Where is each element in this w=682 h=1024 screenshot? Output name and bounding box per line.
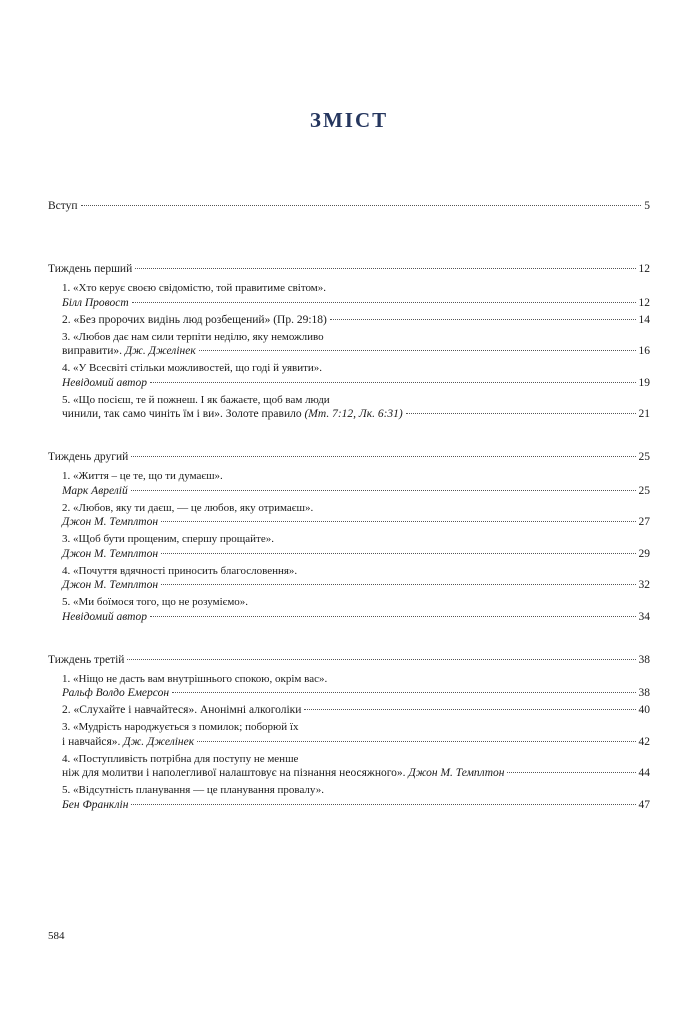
entry-author: Дж. Джелінек	[123, 735, 195, 748]
entry-quote: 1. «Хто керує своєю свідомістю, той правитиме світом».	[62, 282, 326, 294]
toc-entry[interactable]	[62, 330, 650, 360]
entry-quote: 4. «У Всесвіті стільки можливостей, що годі й уявити».	[62, 362, 323, 374]
dot-leader	[507, 772, 635, 773]
dot-leader	[330, 319, 636, 320]
entry-quote-cont: чинили, так само чиніть їм і ви». Золоте правило	[62, 408, 302, 420]
entry-author: Джон М. Темплтон	[62, 579, 159, 591]
toc-entry[interactable]	[62, 469, 650, 499]
toc-entry[interactable]	[62, 564, 650, 594]
toc-week-section	[48, 262, 650, 422]
dot-leader	[131, 490, 636, 491]
entry-author: Невідомий автор	[62, 610, 147, 623]
week-page: 12	[638, 263, 650, 275]
entry-quote: 2. «Любов, яку ти даєш, — це любов, яку отримаєш».	[62, 501, 314, 514]
toc-page	[48, 108, 650, 841]
entry-quote: 4. «Поступливість потрібна для поступу не менше	[62, 752, 299, 765]
dot-leader	[127, 659, 635, 660]
entry-page: 27	[638, 516, 650, 528]
entry-quote-cont: виправити».	[62, 345, 122, 357]
week-page: 38	[638, 653, 650, 666]
dot-leader	[172, 692, 635, 693]
entry-author: Бен Франклін	[62, 798, 129, 811]
entry-author: Невідомий автор	[62, 376, 147, 389]
entry-quote: 5. «Що посієш, те й пожнеш. І як бажаєте, щоб вам люди	[62, 393, 330, 406]
toc-intro-row[interactable]	[48, 199, 650, 214]
entry-page: 32	[638, 579, 650, 591]
entry-author: Білл Провост	[62, 296, 129, 309]
dot-leader	[197, 741, 635, 742]
entry-page: 16	[638, 345, 650, 357]
entry-author: Джон М. Темплтон	[62, 516, 159, 528]
dot-leader	[131, 456, 635, 457]
toc-entry[interactable]	[62, 752, 650, 782]
entry-page: 19	[638, 376, 650, 389]
entry-quote: 1. «Ніщо не дасть вам внутрішнього спокою, окрім вас».	[62, 672, 328, 685]
dot-leader	[161, 553, 635, 554]
dot-leader	[304, 709, 635, 710]
entry-quote: 5. «Ми боїмося того, що не розуміємо».	[62, 596, 249, 608]
entry-author: Ральф Волдо Емерсон	[62, 687, 170, 699]
toc-entry[interactable]	[62, 783, 650, 813]
dot-leader	[161, 521, 635, 522]
entry-quote: 2. «Слухайте і навчайтеся». Анонімні алкоголіки	[62, 704, 302, 716]
entry-page: 29	[638, 547, 650, 560]
dot-leader	[150, 616, 636, 617]
toc-entry[interactable]	[62, 532, 650, 562]
dot-leader	[406, 413, 636, 414]
toc-week-heading[interactable]	[48, 262, 650, 277]
entry-author: Марк Аврелій	[62, 484, 128, 497]
weeks-list	[48, 262, 650, 813]
entry-page: 12	[638, 296, 650, 309]
toc-intro-label: Вступ	[48, 200, 78, 212]
entry-quote-cont: і навчайся».	[62, 735, 121, 748]
page-number: 584	[48, 930, 65, 942]
entry-page: 44	[638, 767, 650, 779]
entry-page: 38	[638, 687, 650, 699]
page-title: ЗМІСТ	[309, 108, 389, 132]
dot-leader	[161, 584, 635, 585]
entry-author: Джон М. Темплтон	[62, 547, 159, 560]
week-page: 25	[638, 451, 650, 463]
entry-quote: 1. «Життя – це те, що ти думаєш».	[62, 470, 223, 482]
entry-page: 21	[638, 408, 650, 420]
toc-entry[interactable]	[62, 672, 650, 702]
week-title: Тиждень перший	[48, 263, 133, 275]
toc-entry[interactable]	[62, 313, 650, 328]
entry-quote: 3. «Мудрість народжується з помилок; поборюй їх	[62, 721, 299, 733]
entry-page: 40	[638, 704, 650, 716]
week-title: Тиждень другий	[48, 451, 129, 463]
entry-quote: 3. «Щоб бути прощеним, спершу прощайте».	[62, 533, 274, 545]
dot-leader	[150, 382, 636, 383]
toc-entry[interactable]	[62, 720, 650, 750]
toc-entry[interactable]	[62, 281, 650, 311]
entry-author: Дж. Джелінек	[124, 345, 196, 357]
entry-quote: 5. «Відсутність планування — це планування провалу».	[62, 784, 324, 796]
dot-leader	[81, 205, 642, 206]
entry-page: 47	[638, 798, 650, 811]
dot-leader	[131, 804, 635, 805]
toc-week-section	[48, 450, 650, 625]
toc-entry[interactable]	[62, 595, 650, 625]
dot-leader	[132, 302, 636, 303]
toc-week-heading[interactable]	[48, 653, 650, 668]
toc-entry[interactable]	[62, 393, 650, 423]
entry-page: 34	[638, 610, 650, 623]
entry-quote: 2. «Без пророчих видінь люд розбещений» (Пр. 29:18)	[62, 313, 327, 326]
toc-entry[interactable]	[62, 703, 650, 718]
entry-quote: 3. «Любов дає нам сили терпіти неділю, яку неможливо	[62, 330, 324, 343]
entry-page: 25	[638, 484, 650, 497]
toc-entry[interactable]	[62, 361, 650, 391]
dot-leader	[199, 350, 636, 351]
toc-week-section	[48, 653, 650, 813]
entry-author: (Мт. 7:12, Лк. 6:31)	[304, 408, 403, 420]
entry-author: Джон М. Темплтон	[408, 767, 505, 779]
entry-page: 42	[638, 735, 650, 748]
week-title: Тиждень третій	[48, 653, 125, 666]
toc-intro-page: 5	[644, 200, 650, 212]
entry-quote: 4. «Почуття вдячності приносить благословення».	[62, 564, 298, 577]
toc-week-heading[interactable]	[48, 450, 650, 465]
table-of-contents	[48, 199, 650, 813]
toc-entry[interactable]	[62, 501, 650, 531]
entry-page: 14	[638, 313, 650, 326]
dot-leader	[135, 268, 635, 269]
entry-quote-cont: ніж для молитви і наполегливої налаштовує на пізнання неосяжного».	[62, 767, 406, 779]
